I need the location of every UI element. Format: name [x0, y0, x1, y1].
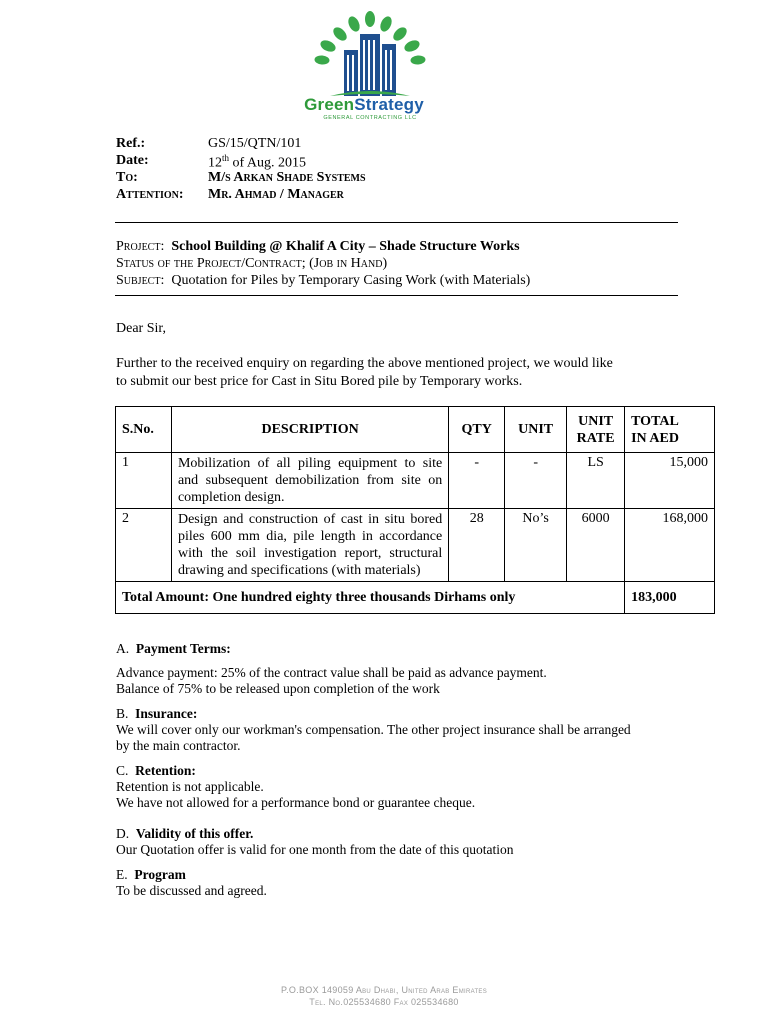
- divider-bottom: [115, 295, 678, 296]
- section-c-heading: C. Retention:: [116, 763, 196, 778]
- header-unit-rate: UNIT RATE: [567, 407, 625, 453]
- salutation: Dear Sir,: [116, 321, 166, 336]
- divider-top: [115, 222, 678, 223]
- date-label: Date:: [116, 153, 149, 168]
- table-row: [116, 509, 715, 582]
- header-qty: QTY: [449, 407, 505, 453]
- date-value: 12th of Aug. 2015: [208, 153, 307, 171]
- row-rate: LS: [567, 453, 625, 509]
- row-qty: -: [449, 453, 505, 509]
- row-total: 168,000: [625, 509, 715, 582]
- ref-label: Ref.:: [116, 136, 146, 151]
- row-unit: -: [505, 453, 567, 509]
- total-value: 183,000: [625, 582, 715, 614]
- row-total: 15,000: [625, 453, 715, 509]
- row-description: Mobilization of all piling equipment to site and subsequent demobilization from site on completion design.: [171, 453, 448, 509]
- attention-value: Mr. Ahmad / Manager: [208, 187, 344, 202]
- ref-value: GS/15/QTN/101: [208, 136, 302, 151]
- footer-contact: Tel. No.025534680 Fax 025534680: [309, 997, 459, 1007]
- to-value: M/s Arkan Shade Systems: [208, 170, 366, 185]
- subject-line: Subject: Quotation for Piles by Temporary Casing Work (with Materials): [116, 273, 531, 288]
- table-row: [116, 453, 715, 509]
- footer-address: P.O.BOX 149059 Abu Dhabi, United Arab Emirates: [280, 985, 488, 995]
- table-total-row: [116, 582, 715, 614]
- section-e-heading: E. Program: [116, 867, 186, 882]
- section-d-line-1: Our Quotation offer is valid for one month from the date of this quotation: [116, 842, 514, 857]
- row-rate: 6000: [567, 509, 625, 582]
- section-c-line-2: We have not allowed for a performance bond or guarantee cheque.: [116, 795, 476, 810]
- total-label: Total Amount: One hundred eighty three thousands Dirhams only: [116, 582, 625, 614]
- row-sno: 2: [116, 509, 172, 582]
- row-unit: No’s: [505, 509, 567, 582]
- quotation-table: [115, 406, 715, 614]
- section-c-line-1: Retention is not applicable.: [116, 779, 264, 794]
- header-total: TOTAL IN AED: [625, 407, 715, 453]
- section-b-line-2: by the main contractor.: [116, 738, 241, 753]
- section-e-line-1: To be discussed and agreed.: [116, 883, 267, 898]
- status-line: Status of the Project/Contract; (Job in Hand): [116, 256, 388, 271]
- section-b-line-1: We will cover only our workman's compensation. The other project insurance shall be arranged: [116, 722, 631, 737]
- project-line: Project: School Building @ Khalif A City – Shade Structure Works: [116, 239, 520, 254]
- header-unit: UNIT: [505, 407, 567, 453]
- header-sno: S.No.: [116, 407, 172, 453]
- section-a-heading: A. Payment Terms:: [116, 641, 231, 656]
- section-d-heading: D. Validity of this offer.: [116, 826, 254, 841]
- table-header-row: [116, 407, 715, 453]
- section-a-line-1: Advance payment: 25% of the contract value shall be paid as advance payment.: [116, 665, 547, 680]
- attention-label: Attention:: [116, 187, 184, 202]
- to-label: To:: [116, 170, 138, 185]
- row-sno: 1: [116, 453, 172, 509]
- section-b-heading: B. Insurance:: [116, 706, 198, 721]
- row-description: Design and construction of cast in situ bored piles 600 mm dia, pile length in accordance with the soil investigation report, structural drawing and specifications (with materials): [171, 509, 448, 582]
- brand-name: GreenStrategy: [304, 95, 424, 114]
- row-qty: 28: [449, 509, 505, 582]
- intro-line-1: Further to the received enquiry on regarding the above mentioned project, we would like: [116, 356, 613, 371]
- section-a-line-2: Balance of 75% to be released upon completion of the work: [116, 681, 440, 696]
- intro-line-2: to submit our best price for Cast in Situ Bored pile by Temporary works.: [116, 374, 523, 389]
- brand-subtitle: GENERAL CONTRACTING LLC: [323, 115, 417, 121]
- header-description: DESCRIPTION: [171, 407, 448, 453]
